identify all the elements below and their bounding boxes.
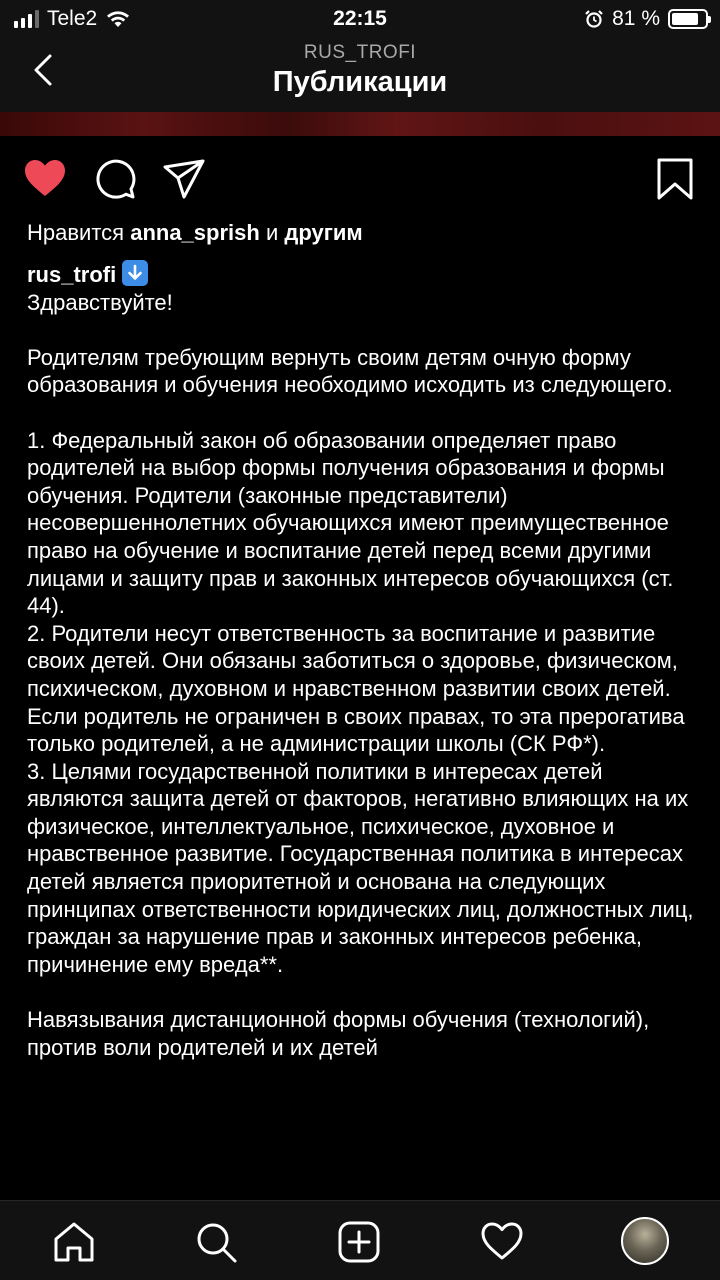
- header: [0, 40, 720, 112]
- likes-prefix: Нравится: [27, 220, 125, 245]
- alarm-icon: [584, 9, 604, 29]
- likes-others-link[interactable]: другим: [284, 220, 363, 245]
- bookmark-icon[interactable]: [652, 156, 698, 202]
- search-icon[interactable]: [193, 1219, 239, 1265]
- header-username: RUS_TROFI: [303, 42, 417, 63]
- battery-percent: 81 %: [612, 7, 660, 30]
- caption-header: [27, 260, 697, 289]
- status-bar: [0, 0, 720, 40]
- post-actions: [0, 150, 720, 210]
- likes-user-link[interactable]: anna_sprish: [130, 220, 260, 245]
- add-post-icon[interactable]: [336, 1219, 382, 1265]
- post-caption: [27, 260, 697, 1061]
- status-time: 22:15: [333, 7, 387, 30]
- page-title: Публикации: [272, 66, 448, 98]
- comment-icon[interactable]: [93, 156, 139, 202]
- likes-summary: [27, 220, 363, 246]
- send-icon[interactable]: [161, 156, 207, 202]
- status-right: [584, 7, 708, 31]
- home-icon[interactable]: [51, 1219, 97, 1265]
- profile-avatar[interactable]: [621, 1217, 669, 1265]
- down-arrow-emoji-icon: [122, 260, 148, 286]
- likes-joiner: и: [265, 220, 279, 245]
- post-image-edge: [0, 112, 720, 136]
- caption-username[interactable]: rus_trofi: [27, 262, 117, 287]
- caption-text: Здравствуйте! Родителям требующим вернуть своим детям очную форму образования и обучения необходимо исходить из следующего. 1. Федеральный закон об образовании определяет право родителей на выбор формы получения образования и формы обучения. Родители (законные представители) несовершеннолетних обучающихся имеют преимущественное право на обучение и воспитание детей перед всеми другими лицами и защиту прав и законных интересов обучающихся (ст. 44). 2. Родители несут ответственность за воспитание и развитие своих детей. Они обязаны заботиться о здоровье, физическом, психическом, духовном и нравственном развитии своих детей. Если родитель не ограничен в своих правах, то эта прерогатива только родителей, а не администрации школы (СК РФ*). 3. Целями государственной политики в интересах детей являются защита детей от факторов, негативно влияющих на их физическое, интеллектуальное, психическое, духовное и нравственное развитие. Государственная политика в интересах детей является приоритетной и основана на следующих принципах ответственности юридических лиц, должностных лиц, граждан за нарушение прав и законных интересов ребенка, причинение ему вреда**. Навязывания дистанционной формы обучения (технологий), против воли родителей и их детей: [27, 289, 694, 1060]
- heart-filled-icon[interactable]: [22, 156, 68, 202]
- battery-icon: [668, 9, 708, 29]
- bottom-tab-bar: [0, 1200, 720, 1280]
- carrier-label: Tele2: [47, 7, 98, 30]
- activity-heart-icon[interactable]: [479, 1219, 525, 1265]
